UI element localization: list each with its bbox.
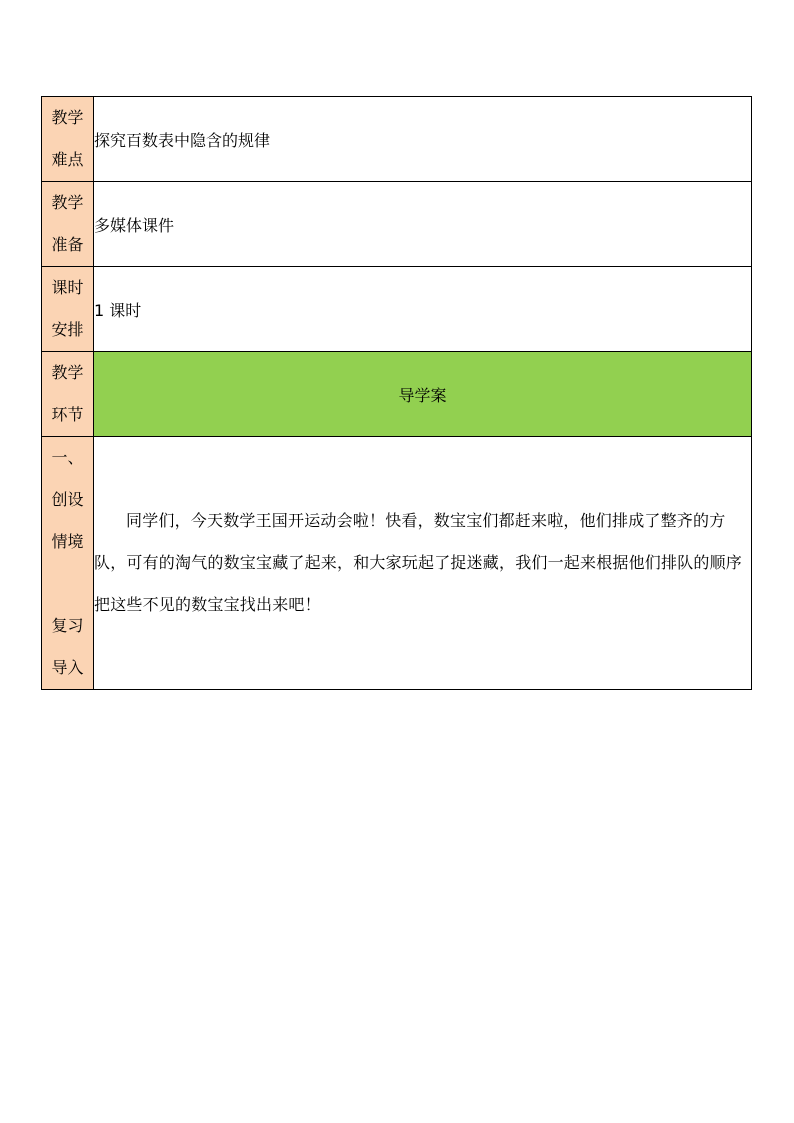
label-gap: [42, 563, 93, 605]
table-row-schedule: [42, 267, 752, 352]
table-row-preparation: [42, 182, 752, 267]
lesson-plan-table: [41, 96, 752, 690]
label-line: 导入: [51, 658, 84, 677]
stage-header-cell: 导学案: [94, 352, 752, 437]
schedule-cell: 1 课时: [94, 267, 752, 352]
table-row-intro: [42, 437, 752, 690]
label-line: 复习: [51, 616, 84, 635]
label-line: 课时: [51, 278, 84, 297]
difficulty-cell: 探究百数表中隐含的规律: [94, 97, 752, 182]
label-line: 教学: [51, 193, 84, 212]
label-line: 教学: [51, 363, 84, 382]
preparation-cell: 多媒体课件: [94, 182, 752, 267]
label-line: 环节: [51, 405, 84, 424]
row-label: [42, 352, 94, 437]
row-label: [42, 267, 94, 352]
row-label: [42, 182, 94, 267]
table-row-difficulty: [42, 97, 752, 182]
table-row-stage: [42, 352, 752, 437]
label-line: 难点: [51, 150, 84, 169]
label-line: 教学: [51, 108, 84, 127]
label-line: 准备: [51, 235, 84, 254]
label-line: 安排: [51, 320, 84, 339]
label-line: 情境: [51, 532, 84, 551]
intro-paragraph: 同学们，今天数学王国开运动会啦！快看，数宝宝们都赶来啦，他们排成了整齐的方队，可有的淘气的数宝宝藏了起来，和大家玩起了捉迷藏，我们一起来根据他们排队的顺序把这些不见的数宝宝找出来吧！: [94, 437, 752, 690]
row-label: [42, 97, 94, 182]
section-label: [42, 437, 94, 690]
label-line: 一、: [51, 448, 84, 467]
label-line: 创设: [51, 490, 84, 509]
